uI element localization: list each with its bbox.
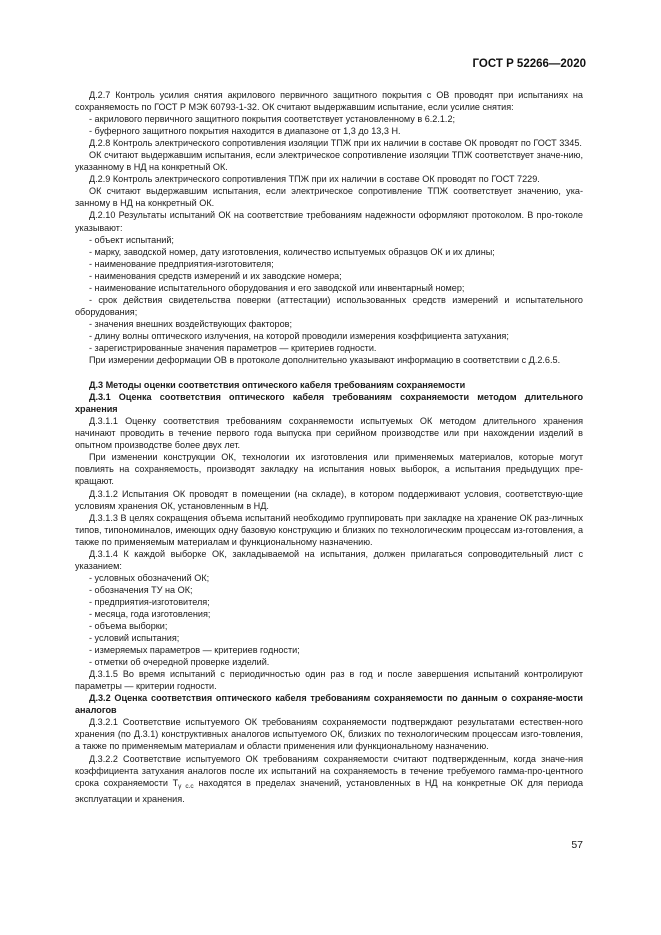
list-item: - акрилового первичного защитного покрытия соответствует установленному в 6.2.1.2; — [89, 114, 456, 125]
list-item: - предприятия-изготовителя; — [89, 596, 210, 607]
paragraph: ОК считают выдержавшим испытания, если электрическое сопротивление ТПЖ соответствует значению, ука-занному в НД на конкретный ОК. — [75, 186, 583, 209]
list-item: - марку, заводской номер, дату изготовления, количество испытуемых образцов ОК и их длины; — [89, 246, 495, 257]
list-item: - объект испытаний; — [89, 234, 174, 245]
paragraph: ОК считают выдержавшим испытания, если электрическое сопротивление изоляции ТПЖ соответствует значе-нию, указанному в НД на конкретный ОК. — [75, 150, 583, 173]
paragraph-d-3-1-4: Д.3.1.4 К каждой выборке ОК, закладываемой на испытания, должен прилагаться сопроводительный лист с указанием: — [75, 548, 583, 571]
list-item: - срок действия свидетельства поверки (аттестации) использованных средств измерений и испытательного оборудования; — [75, 294, 583, 317]
paragraph-d-2-10: Д.2.10 Результаты испытаний ОК на соответствие требованиям надежности оформляют протоколом. В про-токоле указывают: — [75, 210, 583, 233]
section-heading-d-3-1: Д.3.1 Оценка соответствия оптического кабеля требованиям сохраняемости методом длительного хранения — [75, 392, 583, 415]
paragraph-d-2-9: Д.2.9 Контроль электрического сопротивления ТПЖ при их наличии в составе ОК проводят по ГОСТ 7229. — [89, 174, 540, 185]
list-item: - условных обозначений ОК; — [89, 572, 210, 583]
paragraph-d-3-1-3: Д.3.1.3 В целях сокращения объема испытаний необходимо группировать при закладке на хранение ОК раз-личных типов, типономиналов, имеющих одну базовую конструкцию и близких по технологическим процессам из-готовления, а также по применяемым материалам и функциональному назначению. — [75, 512, 583, 547]
list-item: - отметки об очередной проверке изделий. — [89, 657, 270, 668]
list-item: - зарегистрированные значения параметров — критериев годности. — [89, 342, 377, 353]
document-body — [75, 89, 583, 805]
page-number: 57 — [571, 839, 583, 851]
list-item: - наименование предприятия-изготовителя; — [89, 258, 274, 269]
standard-id: ГОСТ Р 52266—2020 — [472, 58, 586, 70]
list-item: - длину волны оптического излучения, на которой проводили измерения коэффициента затухания; — [89, 330, 509, 341]
paragraph-d-3-1-1: Д.3.1.1 Оценку соответствия требованиям сохраняемости испытуемых ОК методом длительного хранения начинают проводить в течение первого года выпуска при серийном производстве или при нахождении изделий в опытном производстве более двух лет. — [75, 416, 583, 451]
list-item: - значения внешних воздействующих факторов; — [89, 318, 292, 329]
paragraph-d-3-2-1: Д.3.2.1 Соответствие испытуемого ОК требованиям сохраняемости подтверждают результатами естествен-ного хранения (по Д.3.1) конструктивных аналогов испытуемого ОК, близких по технологическим процессам изго-товления, а также по применяемым материалам и области применения или функциональному назначению. — [75, 717, 583, 752]
list-item: - буферного защитного покрытия находится в диапазоне от 1,3 до 13,3 Н. — [89, 126, 401, 137]
section-heading-d-3-2: Д.3.2 Оценка соответствия оптического кабеля требованиям сохраняемости по данным о сохраняе-мости аналогов — [75, 693, 583, 716]
paragraph-d-3-1-2: Д.3.1.2 Испытания ОК проводят в помещении (на складе), в котором поддерживают условия, соответствую-щие условиям хранения ОК, установленным в НД. — [75, 488, 583, 511]
paragraph-d-2-7: Д.2.7 Контроль усилия снятия акрилового первичного защитного покрытия с ОВ проводят при испытаниях на сохраняемость по ГОСТ Р МЭК 60793-1-32. ОК считают выдержавшим испытание, если усилие снятия: — [75, 90, 583, 113]
section-heading-d-3: Д.3 Методы оценки соответствия оптического кабеля требованиям сохраняемости — [89, 380, 466, 391]
list-item: - месяца, года изготовления; — [89, 608, 211, 619]
list-item: - условий испытания; — [89, 633, 180, 644]
document-header — [0, 58, 586, 70]
list-item: - наименование испытательного оборудования и его заводской или инвентарный номер; — [89, 282, 465, 293]
paragraph: При изменении конструкции ОК, технологии их изготовления или применяемых материалов, которые могут повлиять на сохраняемость, производят закладку на испытания новых выборок, а испытания предыдущих пре-кращают. — [75, 452, 583, 487]
paragraph: При измерении деформации ОВ в протоколе дополнительно указывают информацию в соответствии с Д.2.6.5. — [89, 355, 561, 366]
paragraph-d-2-8: Д.2.8 Контроль электрического сопротивления изоляции ТПЖ при их наличии в составе ОК проводят по ГОСТ 3345. — [89, 138, 582, 149]
list-item: - обозначения ТУ на ОК; — [89, 584, 193, 595]
list-item: - измеряемых параметров — критериев годности; — [89, 645, 300, 656]
list-item: - наименования средств измерений и их заводские номера; — [89, 270, 342, 281]
list-item: - объема выборки; — [89, 621, 168, 632]
subscript: γ с.с — [178, 782, 194, 790]
paragraph-d-3-1-5: Д.3.1.5 Во время испытаний с периодичностью один раз в год и после завершения испытаний контролируют параметры — критерии годности. — [75, 669, 583, 692]
paragraph-d-3-2-2: Д.3.2.2 Соответствие испытуемого ОК требованиям сохраняемости считают подтвержденным, когда значе-ния коэффициента затухания аналогов после их испытаний на сохраняемость в течение требуемого гамма-про-центного срока сохраняемости $Т_{\gamma с.с}$ находятся в пределах значений, установленных в НД на конкретные ОК для периода эксплуатации и хранения. — [75, 753, 583, 804]
